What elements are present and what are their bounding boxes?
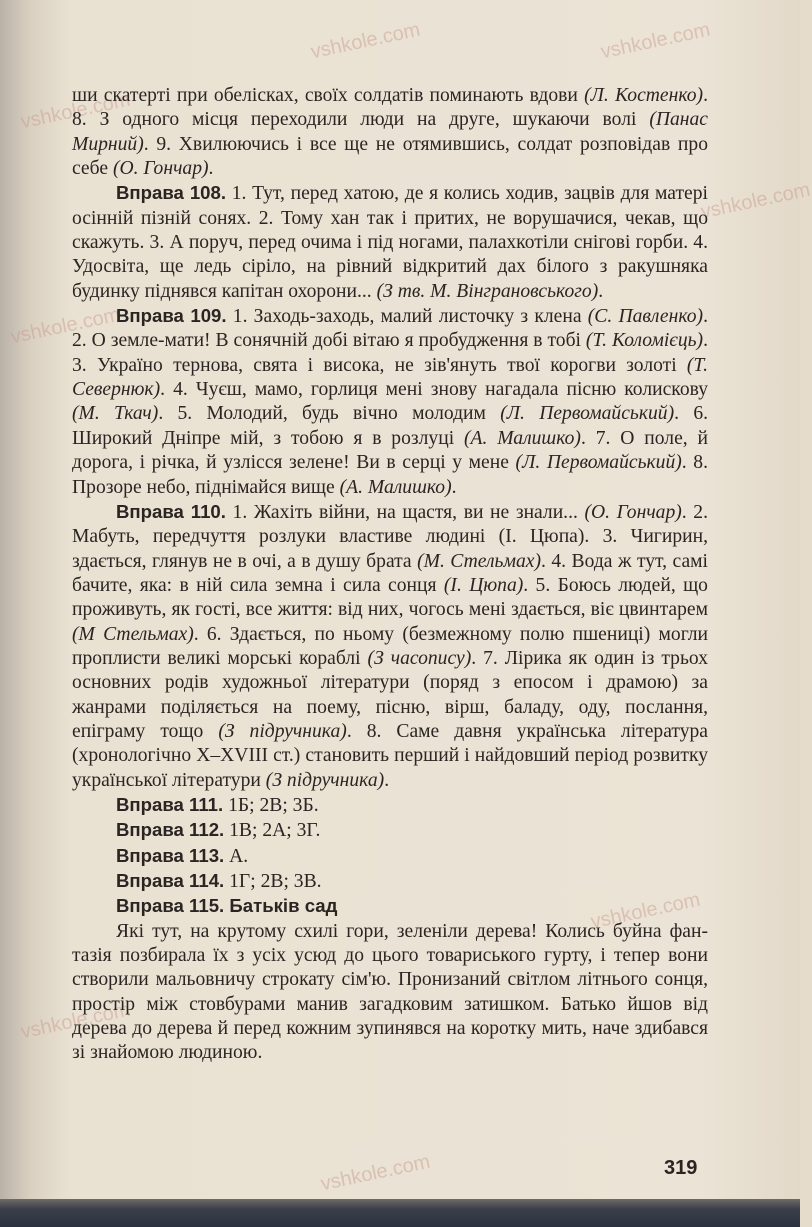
- citation: (М Стельмах): [72, 623, 194, 645]
- exercise-heading: Вправа 111.: [116, 793, 224, 815]
- watermark: vshkole.com: [18, 88, 133, 134]
- exercise-heading: Вправа 110.: [116, 500, 226, 522]
- paragraph: [72, 869, 708, 894]
- page-number: 319: [664, 1157, 698, 1179]
- citation: (С. Павленко): [587, 306, 704, 328]
- paragraph: [72, 793, 708, 818]
- text-segment: . 8. Саме давня українська література (хронологічно X–XVIII ст.) становить перший і найдовший період розвитку української літератури: [72, 720, 708, 791]
- watermark: vshkole.com: [18, 998, 133, 1044]
- exercise-heading: Вправа 114.: [116, 870, 225, 891]
- watermark: vshkole.com: [318, 1150, 433, 1196]
- text-segment: . 5. Молодий, будь вічно молодим: [158, 403, 501, 425]
- text-segment: . 2. О земле-мати! В сонячній добі вітаю я пробудження в тобі: [72, 306, 708, 352]
- exercise-heading: Вправа 112.: [116, 819, 225, 841]
- citation: (О. Гончар): [112, 158, 209, 180]
- text-segment: .: [208, 158, 214, 180]
- paragraph: [72, 181, 708, 304]
- paragraph: [72, 844, 708, 869]
- text-segment: .: [384, 769, 390, 791]
- page-bottom-edge: [0, 1199, 800, 1227]
- text-segment: . 8. З одного місця переходили люди на друге, шукаючи волі: [72, 85, 708, 131]
- text-segment: . 4. Вода ж тут, самі бачите, яка: в ній сила земна і сила сонця: [72, 550, 708, 596]
- text-segment: . 7. Лірика як один із трьох основних родів художньої літератури (поряд з епосом і драмою) за жанрами поділяється на поему, пісню, вірш, баладу, оду, послання, епіграму тощо: [72, 647, 708, 742]
- exercise-heading: Вправа 113.: [116, 844, 225, 866]
- text-segment: . 7. О поле, й дорога, і річка, й узлісся зелене! Ви в серці у мене: [72, 427, 708, 474]
- citation: (Панас Мирний): [72, 109, 708, 155]
- text-segment: . 3. Україно тернова, свята і висока, не зів'януть твої корогви золоті: [72, 330, 708, 376]
- text-segment: 1В; 2А; 3Г.: [224, 820, 321, 842]
- citation: (І. Цюпа): [443, 574, 524, 596]
- paragraph: [72, 500, 708, 793]
- paragraph: [72, 84, 708, 181]
- text-segment: . 5. Боюсь людей, що проживуть, як гості, все життя: від них, чогось мені здається, віє цвинтарем: [72, 574, 708, 621]
- citation: (М. Стельмах): [417, 550, 541, 572]
- body-text: [72, 84, 708, 1066]
- paragraph: [72, 894, 708, 919]
- watermark: vshkole.com: [308, 18, 423, 64]
- citation: (О. Гончар): [584, 501, 682, 523]
- text-segment: 1Г; 2В; 3В.: [224, 871, 322, 892]
- text-segment: . 4. Чуєш, мамо, горлиця мені знову нагадала пісню колискову: [160, 379, 708, 401]
- text-segment: .: [451, 476, 457, 498]
- citation: (Л. Костенко): [584, 85, 704, 106]
- text-segment: 1. Заходь-заходь, малий листочку з клена: [226, 306, 588, 328]
- watermark: vshkole.com: [8, 303, 123, 349]
- citation: (М. Ткач): [72, 403, 159, 425]
- text-segment: А.: [224, 845, 249, 867]
- watermark: vshkole.com: [588, 888, 703, 934]
- citation: (Т. Севернюк): [72, 354, 708, 401]
- text-segment: . 6. Широкий Дніпре мій, з тобою я в розлуці: [72, 403, 709, 449]
- citation: (А. Малишко): [464, 427, 581, 449]
- text-segment: 1. Тут, перед хатою, де я колись ходив, зацвів для матері осінній пізній сонях. 2. Тому хан так і притих, не ворушачися, чекав, що скажуть. 3. А поруч, перед очима і під ногами, палахкотіли снігові горби. 4. Удосвіта, ще ледь сіріло, на рівний відкритий дах білого з ракушняка будинку піднявся капітан охорони...: [72, 183, 708, 302]
- text-segment: .: [598, 280, 604, 302]
- citation: (Л. Первомайський): [515, 452, 682, 474]
- text-segment: . 6. Здається, по ньому (безмежному полю пшениці) могли проплисти великі морські кораблі: [72, 623, 708, 669]
- text-segment: ши скатерті при обелісках, своїх солдатів поминають вдови: [72, 85, 585, 106]
- text-segment: . 8. Прозоре небо, піднімайся вище: [72, 452, 708, 498]
- citation: (З підручника): [218, 720, 347, 742]
- exercise-heading: Вправа 115. Батьків сад: [116, 895, 338, 917]
- citation: (Т. Коломієць): [585, 330, 704, 352]
- citation: (А. Малишко): [339, 476, 452, 498]
- text-segment: . 9. Хвилюючись і все ще не отямившись, солдат розповідав про себе: [72, 133, 708, 180]
- exercise-heading: Вправа 108.: [116, 182, 227, 204]
- watermark: vshkole.com: [598, 18, 713, 64]
- citation: (З часопису): [367, 647, 472, 669]
- text-segment: Які тут, на крутому схилі гори, зеленіли дерева! Колись буйна фантазія позбирала їх з усіх усюд до цього товариського гурту, і тепер вони створили мальовничу строкату сім'ю. Пронизаний світлом літнього сонця, простір між стовбурами манив загадковим затишком. Батько йшов від дерева до дерева й перед кожним зупинявся на коротку мить, наче здибався зі знайомою людиною.: [72, 920, 708, 1064]
- text-segment: . 2. Мабуть, передчуття розлуки властиве людині (І. Цюпа). 3. Чигирин, здається, глянув не в очі, а в душу брата: [72, 501, 708, 572]
- citation: (З тв. М. Вінграновського): [376, 280, 599, 302]
- citation: (З підручника): [265, 769, 385, 791]
- paragraph: [72, 304, 708, 500]
- paragraph: [72, 920, 708, 1066]
- text-segment: 1Б; 2В; 3Б.: [223, 794, 319, 816]
- watermark: vshkole.com: [698, 178, 812, 224]
- text-segment: 1. Жахіть війни, на щастя, ви не знали...: [225, 501, 585, 523]
- exercise-heading: Вправа 109.: [116, 305, 227, 327]
- paragraph: [72, 818, 708, 843]
- citation: (Л. Первомайський): [500, 403, 675, 425]
